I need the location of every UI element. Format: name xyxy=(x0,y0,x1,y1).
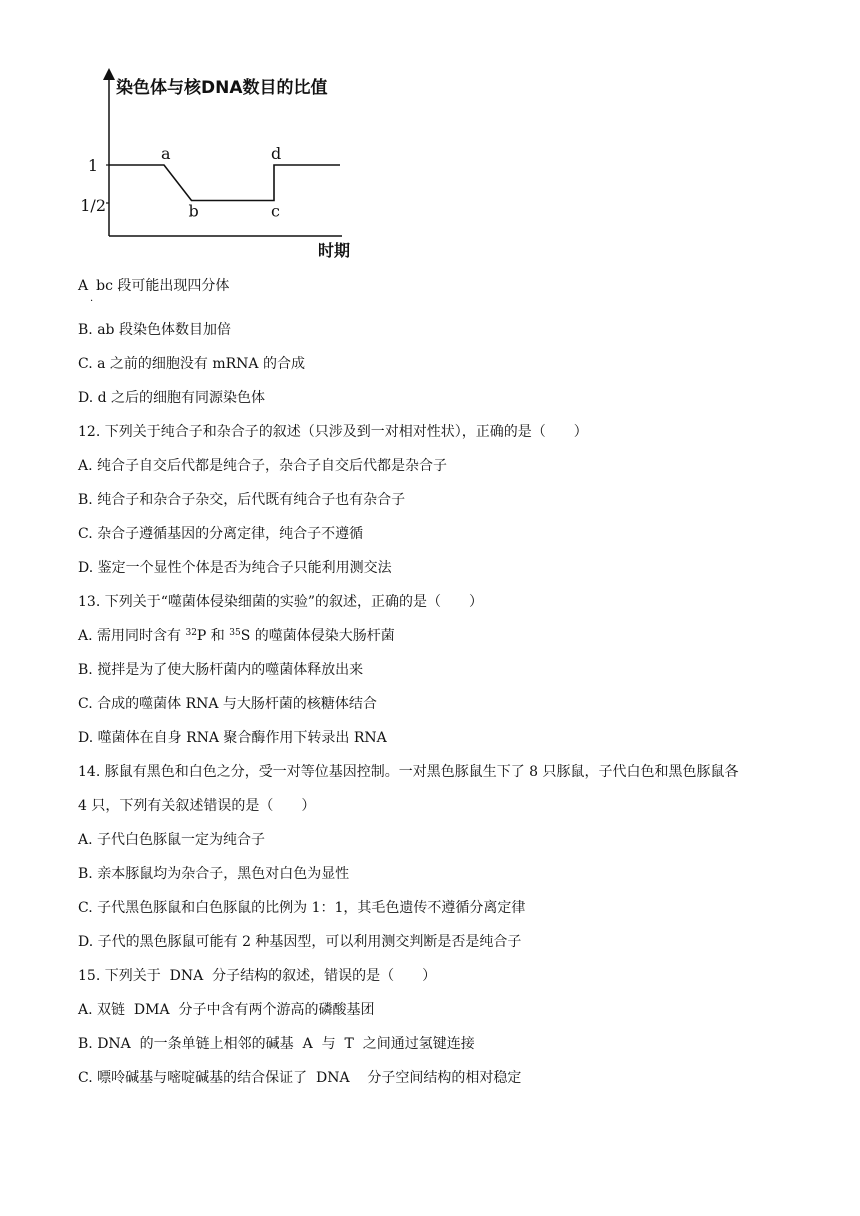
q11-option-c: C. a 之前的细胞没有 mRNA 的合成 xyxy=(78,356,305,372)
q14-option-b: B. 亲本豚鼠均为杂合子，黑色对白色为显性 xyxy=(78,866,350,882)
q13-a-sup1: 32 xyxy=(185,628,197,638)
q12-option-b: B. 纯合子和杂合子杂交，后代既有纯合子也有杂合子 xyxy=(78,492,406,508)
q11-option-a-text: bc 段可能出现四分体 xyxy=(96,278,230,294)
q12-stem: 12. 下列关于纯合子和杂合子的叙述（只涉及到一对相对性状），正确的是（ ） xyxy=(78,424,588,440)
q11-option-d: D. d 之后的细胞有同源染色体 xyxy=(78,390,266,406)
q13-option-b: B. 搅拌是为了使大肠杆菌内的噬菌体释放出来 xyxy=(78,662,364,678)
q12-option-c: C. 杂合子遵循基因的分离定律，纯合子不遵循 xyxy=(78,526,364,542)
q15-option-b: B. DNA 的一条单链上相邻的碱基 A 与 T 之间通过氢键连接 xyxy=(78,1036,475,1052)
series-line xyxy=(109,165,340,201)
q13-a-part1: A. 需用同时含有 xyxy=(78,628,186,644)
q11-option-a xyxy=(78,276,229,296)
decorative-dot: · xyxy=(90,296,94,307)
q14-stem-line2: 4 只，下列有关叙述错误的是（ ） xyxy=(78,798,316,814)
q14-stem-line1: 14. 豚鼠有黑色和白色之分，受一对等位基因控制。一对黑色豚鼠生下了 8 只豚鼠，子代白色和黑色豚鼠各 xyxy=(78,764,739,780)
q15-stem: 15. 下列关于 DNA 分子结构的叙述，错误的是（ ） xyxy=(78,968,437,984)
point-label-c: c xyxy=(271,201,280,221)
point-labels xyxy=(161,144,281,221)
q15-option-a: A. 双链 DMA 分子中含有两个游高的磷酸基团 xyxy=(78,1002,375,1018)
q14-option-c: C. 子代黑色豚鼠和白色豚鼠的比例为 1：1，其毛色遗传不遵循分离定律 xyxy=(78,900,526,916)
q11-option-b: B. ab 段染色体数目加倍 xyxy=(78,322,231,338)
q12-option-d: D. 鉴定一个显性个体是否为纯合子只能利用测交法 xyxy=(78,560,392,576)
q13-stem: 13. 下列关于“噬菌体侵染细菌的实验”的叙述，正确的是（ ） xyxy=(78,594,484,610)
q13-a-sup2: 35 xyxy=(229,628,241,638)
q12-option-a: A. 纯合子自交后代都是纯合子，杂合子自交后代都是杂合子 xyxy=(78,458,448,474)
x-axis-label: 时期 xyxy=(318,241,351,260)
point-label-a: a xyxy=(161,144,171,163)
y-tick-label-half: 1/2 xyxy=(80,196,106,215)
y-axis-label: 染色体与核DNA数目的比值 xyxy=(116,78,328,98)
q13-option-c: C. 合成的噬菌体 RNA 与大肠杆菌的核糖体结合 xyxy=(78,696,377,712)
point-label-b: b xyxy=(188,201,199,221)
q15-option-c: C. 嘌呤碱基与嘧啶碱基的结合保证了 DNA 分子空间结构的相对稳定 xyxy=(78,1070,522,1086)
q13-a-part3: S 的噬菌体侵染大肠杆菌 xyxy=(240,628,395,644)
chart-svg xyxy=(70,68,370,268)
q13-option-a xyxy=(78,626,395,646)
point-label-d: d xyxy=(271,144,282,163)
q11-option-a-letter: A xyxy=(78,278,89,294)
q14-option-a: A. 子代白色豚鼠一定为纯合子 xyxy=(78,832,266,848)
y-tick-label-1: 1 xyxy=(87,156,98,175)
q13-option-d: D. 噬菌体在自身 RNA 聚合酶作用下转录出 RNA xyxy=(78,730,387,746)
q14-option-d: D. 子代的黑色豚鼠可能有 2 种基因型，可以利用测交判断是否是纯合子 xyxy=(78,934,522,950)
ratio-chart xyxy=(70,68,370,268)
q13-a-part2: P 和 xyxy=(196,628,230,644)
